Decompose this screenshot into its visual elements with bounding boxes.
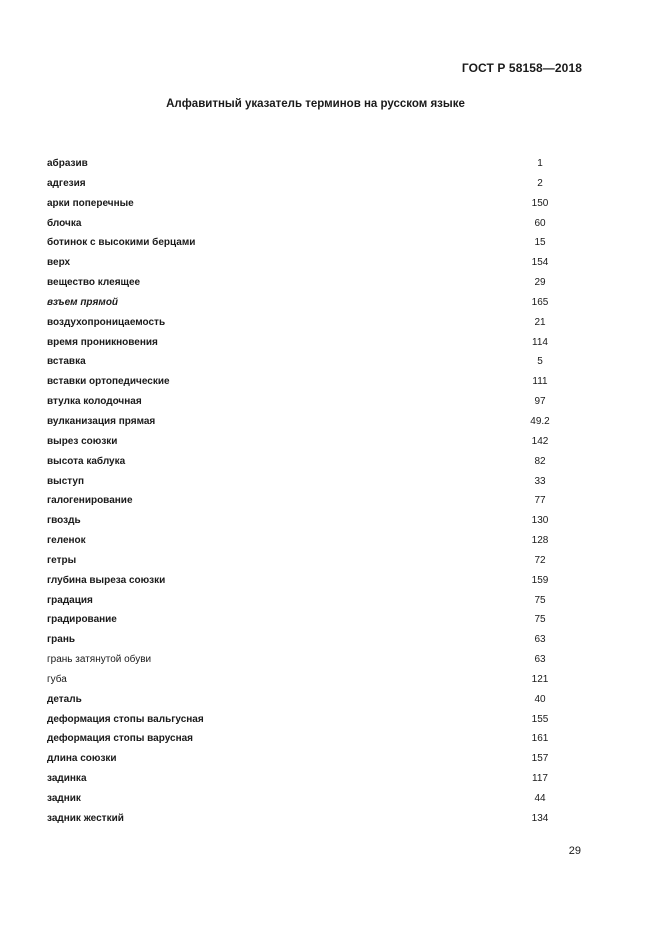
index-term: грань затянутой обуви bbox=[47, 654, 152, 666]
index-term: вставка bbox=[47, 356, 86, 368]
index-entry bbox=[47, 194, 560, 214]
index-entry bbox=[47, 253, 560, 273]
index-term-number: 60 bbox=[534, 217, 546, 229]
index-entry bbox=[47, 154, 560, 174]
index-term: вулканизация прямая bbox=[47, 415, 156, 427]
index-term: длина союзки bbox=[47, 753, 117, 765]
index-term-number: 134 bbox=[531, 812, 549, 824]
index-term: верх bbox=[47, 257, 71, 269]
index-term-number: 161 bbox=[531, 733, 549, 745]
index-term: воздухопроницаемость bbox=[47, 316, 166, 328]
index-term: абразив bbox=[47, 158, 88, 169]
index-term-number: 40 bbox=[534, 693, 546, 705]
index-term: деформация стопы вальгусная bbox=[47, 713, 204, 725]
index-term-number: 117 bbox=[532, 773, 548, 785]
index-entry bbox=[47, 412, 560, 432]
index-term-number: 1 bbox=[537, 158, 543, 169]
index-term-number: 154 bbox=[531, 257, 549, 269]
index-term: высота каблука bbox=[47, 455, 126, 467]
index-entry bbox=[47, 729, 560, 749]
index-entry bbox=[47, 452, 560, 472]
index-term: задник bbox=[47, 793, 81, 804]
index-term: время проникновения bbox=[47, 336, 158, 348]
index-term: грань bbox=[47, 634, 76, 646]
index-entry bbox=[47, 809, 560, 829]
index-term-number: 165 bbox=[531, 296, 549, 308]
index-entry bbox=[47, 789, 560, 809]
index-entry bbox=[47, 690, 560, 710]
index-term: вырез союзки bbox=[47, 435, 118, 447]
index-entry bbox=[47, 233, 560, 253]
index-entry bbox=[47, 630, 560, 650]
index-term-number: 63 bbox=[534, 654, 546, 666]
index-term: блочка bbox=[47, 217, 82, 229]
page-number: 29 bbox=[568, 845, 581, 857]
index-term: вставки ортопедические bbox=[47, 376, 170, 388]
term-index-list bbox=[47, 154, 560, 829]
index-entry bbox=[47, 511, 560, 531]
index-term: градация bbox=[47, 594, 93, 606]
index-term-number: 121 bbox=[531, 673, 549, 685]
index-entry bbox=[47, 214, 560, 234]
index-term: градирование bbox=[47, 614, 117, 626]
index-term-number: 142 bbox=[531, 435, 549, 447]
index-term-number: 159 bbox=[531, 574, 549, 586]
index-entry bbox=[47, 610, 560, 630]
index-term-number: 33 bbox=[534, 475, 546, 487]
index-term-number: 75 bbox=[534, 594, 546, 606]
index-term: глубина выреза союзки bbox=[47, 574, 166, 586]
index-term-number: 63 bbox=[534, 634, 546, 646]
index-entry bbox=[47, 333, 560, 353]
index-term-number: 72 bbox=[534, 554, 546, 566]
index-term-number: 114 bbox=[532, 336, 548, 348]
index-entry bbox=[47, 710, 560, 730]
index-term: гетры bbox=[47, 554, 77, 566]
index-term-number: 130 bbox=[531, 515, 549, 527]
index-entry bbox=[47, 551, 560, 571]
index-entry bbox=[47, 769, 560, 789]
index-term-number: 44 bbox=[534, 793, 546, 804]
index-term-number: 5 bbox=[537, 356, 543, 368]
index-term-number: 155 bbox=[531, 713, 549, 725]
index-term: задинка bbox=[47, 773, 87, 785]
document-code: ГОСТ Р 58158—2018 bbox=[461, 61, 582, 75]
index-term-number: 2 bbox=[537, 177, 543, 189]
index-entry bbox=[47, 174, 560, 194]
index-entry bbox=[47, 372, 560, 392]
index-entry bbox=[47, 472, 560, 492]
index-title: Алфавитный указатель терминов на русском языке bbox=[166, 98, 465, 110]
index-term: втулка колодочная bbox=[47, 396, 142, 408]
index-entry bbox=[47, 293, 560, 313]
index-term-number: 21 bbox=[534, 316, 546, 328]
index-entry bbox=[47, 749, 560, 769]
index-term: гвоздь bbox=[47, 515, 81, 527]
index-term: адгезия bbox=[47, 177, 86, 189]
index-term-number: 128 bbox=[531, 535, 549, 547]
index-entry bbox=[47, 273, 560, 293]
index-entry bbox=[47, 491, 560, 511]
index-term: ботинок с высокими берцами bbox=[47, 237, 196, 249]
index-term: губа bbox=[47, 673, 67, 685]
index-entry bbox=[47, 670, 560, 690]
index-entry bbox=[47, 313, 560, 333]
index-term: выступ bbox=[47, 475, 84, 487]
index-term: геленок bbox=[47, 535, 86, 547]
index-term-number: 82 bbox=[534, 455, 546, 467]
index-entry bbox=[47, 432, 560, 452]
index-term: взъем прямой bbox=[47, 296, 119, 308]
index-entry bbox=[47, 392, 560, 412]
index-entry bbox=[47, 650, 560, 670]
index-entry bbox=[47, 531, 560, 551]
index-term-number: 15 bbox=[534, 237, 546, 249]
index-entry bbox=[47, 591, 560, 611]
index-term-number: 75 bbox=[534, 614, 546, 626]
index-term-number: 29 bbox=[534, 277, 546, 289]
index-term: вещество клеящее bbox=[47, 277, 141, 289]
index-term-number: 111 bbox=[532, 376, 548, 388]
index-term: галогенирование bbox=[47, 495, 133, 507]
index-term: деталь bbox=[47, 693, 82, 705]
index-term-number: 157 bbox=[531, 753, 549, 765]
index-term-number: 150 bbox=[531, 197, 549, 209]
index-term: арки поперечные bbox=[47, 197, 134, 209]
index-entry bbox=[47, 571, 560, 591]
index-term: деформация стопы варусная bbox=[47, 733, 194, 745]
index-term-number: 97 bbox=[534, 396, 546, 408]
index-term-number: 77 bbox=[534, 495, 546, 507]
index-entry bbox=[47, 352, 560, 372]
index-term-number: 49.2 bbox=[530, 415, 550, 427]
index-term: задник жесткий bbox=[47, 812, 124, 824]
